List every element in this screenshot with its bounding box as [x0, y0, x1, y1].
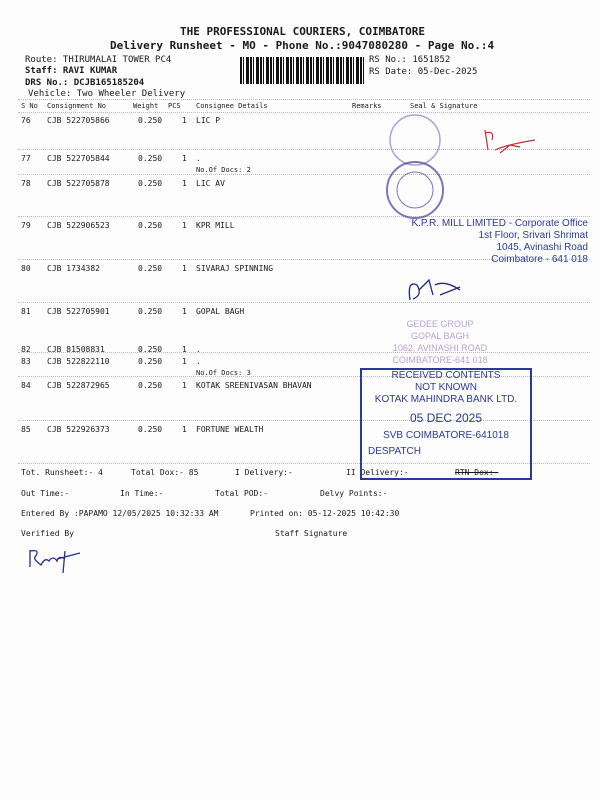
row-pcs: 1 [182, 179, 187, 188]
runsheet-title: Delivery Runsheet - MO - Phone No.:9047080280 - Page No.:4 [110, 39, 495, 52]
row-weight: 0.250 [138, 345, 163, 354]
row-pcs: 1 [182, 221, 187, 230]
row-pcs: 1 [182, 345, 187, 354]
row-sno: 79 [21, 221, 31, 230]
col-consignment: Consignment No [47, 102, 107, 110]
row-pcs: 1 [182, 307, 187, 316]
row-sno: 76 [21, 116, 31, 125]
row-note: No.Of Docs: 2 [196, 166, 251, 174]
ii-delivery: II Delivery:- [346, 468, 409, 477]
row-consignment-no: CJB 522705844 [47, 154, 110, 163]
company-name: THE PROFESSIONAL COURIERS, COIMBATORE [180, 25, 426, 38]
row-consignee: LIC AV [196, 179, 225, 188]
row-pcs: 1 [182, 264, 187, 273]
delvy-points: Delvy Points:- [320, 489, 388, 498]
row-consignee: SIVARAJ SPINNING [196, 264, 274, 273]
row-pcs: 1 [182, 381, 187, 390]
total-dox: Total Dox:- 85 [131, 468, 199, 477]
rs-no: RS No.: 1651852 [369, 55, 451, 65]
in-time: In Time:- [120, 489, 164, 498]
row-consignment-no: CJB 522926373 [47, 425, 110, 434]
row-consignment-no: CJB 522906523 [47, 221, 110, 230]
row-weight: 0.250 [138, 357, 163, 366]
row-sno: 84 [21, 381, 31, 390]
row-consignee: . [196, 357, 201, 366]
row-consignee: . [196, 154, 201, 163]
row-weight: 0.250 [138, 425, 163, 434]
row-weight: 0.250 [138, 154, 163, 163]
row-consignment-no: CJB 522705866 [47, 116, 110, 125]
row-sno: 80 [21, 264, 31, 273]
col-weight: Weight [133, 102, 159, 110]
row-consignment-no: CJB 522822110 [47, 357, 110, 366]
printed-on: Printed on: 05-12-2025 10:42:30 [250, 509, 400, 518]
tot-runsheet: Tot. Runsheet:- 4 [21, 468, 103, 477]
row-weight: 0.250 [138, 381, 163, 390]
row-sno: 85 [21, 425, 31, 434]
kpr-stamp: K.P.R. MILL LIMITED - Corporate Office 1st Floor, Srivari Shrimat 1045, Avinashi Road Coimbatore - 641 018 [411, 218, 588, 265]
barcode [240, 57, 364, 84]
row-consignee: KPR MILL [196, 221, 235, 230]
seal-stamps [380, 110, 460, 230]
row-pcs: 1 [182, 154, 187, 163]
col-pcs: PCS [168, 102, 181, 110]
row-consignee: GOPAL BAGH [196, 307, 245, 316]
row-weight: 0.250 [138, 179, 163, 188]
rs-date: RS Date: 05-Dec-2025 [369, 67, 478, 77]
row-consignee: KOTAK SREENIVASAN BHAVAN [196, 381, 312, 390]
gedee-stamp: GEDEE GROUP GOPAL BAGH 1062, AVINASHI ROAD COIMBATORE-641 018 [392, 319, 488, 365]
row-consignment-no: CJB 522705901 [47, 307, 110, 316]
row-consignment-no: CJB 522872965 [47, 381, 110, 390]
row-pcs: 1 [182, 425, 187, 434]
row-weight: 0.250 [138, 116, 163, 125]
red-signature [480, 125, 540, 165]
verified-by: Verified By [21, 529, 74, 538]
row-sno: 83 [21, 357, 31, 366]
out-time: Out Time:- [21, 489, 70, 498]
verifier-signature [25, 545, 85, 575]
row-sno: 81 [21, 307, 31, 316]
row-consignee: FORTUNE WEALTH [196, 425, 264, 434]
row-consignee: . [196, 345, 201, 354]
staff: Staff: RAVI KUMAR [25, 66, 118, 76]
row-consignment-no: CJB 81508831 [47, 345, 105, 354]
route: Route: THIRUMALAI TOWER PC4 [25, 55, 172, 65]
col-sno: S No [21, 102, 38, 110]
vehicle: Vehicle: Two Wheeler Delivery [28, 89, 186, 99]
row-pcs: 1 [182, 116, 187, 125]
row-consignee: LIC P [196, 116, 221, 125]
i-delivery: I Delivery:- [235, 468, 293, 477]
row-sno: 77 [21, 154, 31, 163]
staff-signature: Staff Signature [275, 529, 348, 538]
drs-no: DRS No.: DCJB165185204 [25, 78, 145, 88]
entered-by: Entered By :PAPAMO 12/05/2025 10:32:33 AM [21, 509, 219, 518]
col-consignee: Consignee Details [196, 102, 268, 110]
row-weight: 0.250 [138, 307, 163, 316]
rtn-dox: RTN Dox:- [455, 468, 499, 477]
row-weight: 0.250 [138, 264, 163, 273]
row-consignment-no: CJB 1734382 [47, 264, 100, 273]
row-consignment-no: CJB 522705878 [47, 179, 110, 188]
kpr-signature [405, 275, 465, 305]
row-weight: 0.250 [138, 221, 163, 230]
col-seal: Seal & Signature [410, 102, 478, 110]
row-sno: 78 [21, 179, 31, 188]
row-sno: 82 [21, 345, 31, 354]
row-pcs: 1 [182, 357, 187, 366]
col-remarks: Remarks [352, 102, 382, 110]
row-note: No.Of Docs: 3 [196, 369, 251, 377]
kotak-stamp: RECEIVED CONTENTS NOT KNOWN KOTAK MAHINDRA BANK LTD. 05 DEC 2025 SVB COIMBATORE-641018 DESPATCH [360, 368, 532, 480]
total-pod: Total POD:- [215, 489, 268, 498]
